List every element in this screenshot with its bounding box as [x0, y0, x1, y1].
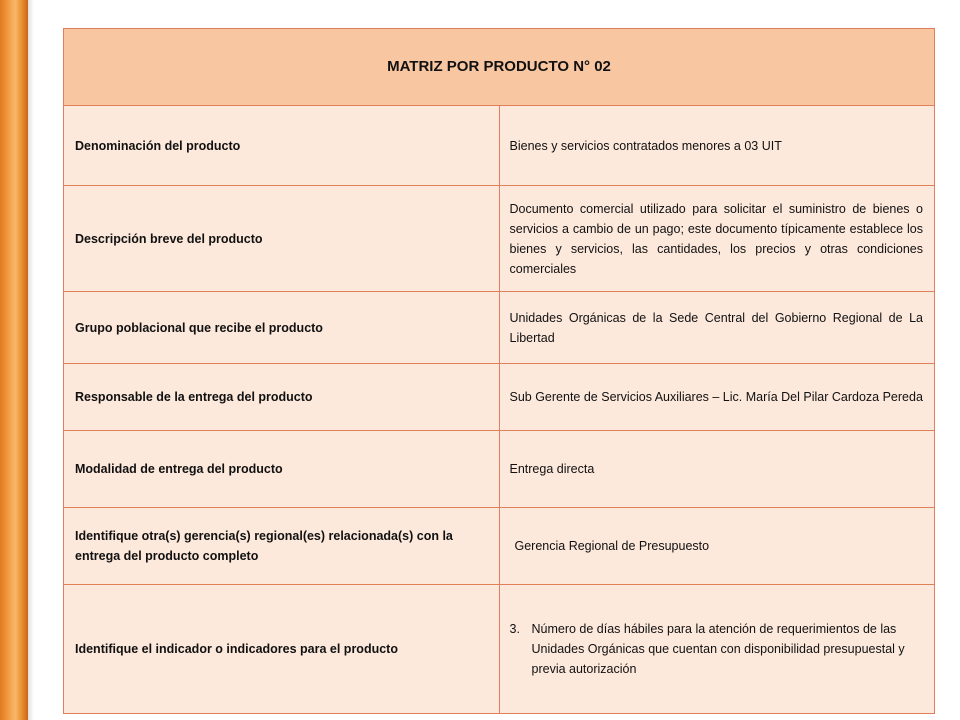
row-label-population: Grupo poblacional que recibe el producto	[64, 292, 500, 364]
table-row	[64, 106, 935, 186]
row-value-population: Unidades Orgánicas de la Sede Central del Gobierno Regional de La Libertad	[499, 292, 935, 364]
indicator-list	[510, 619, 924, 679]
indicator-number: 3.	[509, 622, 520, 636]
table-title: MATRIZ POR PRODUCTO N° 02	[64, 29, 935, 106]
table-row	[64, 292, 935, 364]
row-value-related-offices: Gerencia Regional de Presupuesto	[499, 508, 935, 585]
row-label-responsible: Responsable de la entrega del producto	[64, 364, 500, 431]
decorative-side-bar	[0, 0, 28, 720]
row-label-related-offices: Identifique otra(s) gerencia(s) regional(es) relacionada(s) con la entrega del producto completo	[64, 508, 500, 585]
indicator-text: Número de días hábiles para la atención de requerimientos de las Unidades Orgánicas que cuentan con disponibilidad presupuestal y previa autorización	[531, 622, 905, 676]
table-row	[64, 186, 935, 292]
list-item	[510, 619, 924, 679]
row-label-product-name: Denominación del producto	[64, 106, 500, 186]
row-value-indicators	[499, 585, 935, 714]
row-value-responsible: Sub Gerente de Servicios Auxiliares – Lic. María Del Pilar Cardoza Pereda	[499, 364, 935, 431]
row-value-delivery-mode: Entrega directa	[499, 431, 935, 508]
side-bar-shadow	[28, 0, 34, 720]
row-label-delivery-mode: Modalidad de entrega del producto	[64, 431, 500, 508]
table-row	[64, 508, 935, 585]
product-matrix-table	[63, 28, 935, 714]
row-label-description: Descripción breve del producto	[64, 186, 500, 292]
row-label-indicators: Identifique el indicador o indicadores para el producto	[64, 585, 500, 714]
table-row	[64, 585, 935, 714]
row-value-product-name: Bienes y servicios contratados menores a 03 UIT	[499, 106, 935, 186]
table-row	[64, 364, 935, 431]
row-value-description: Documento comercial utilizado para solicitar el suministro de bienes o servicios a cambio de un pago; este documento típicamente establece los bienes y servicios, las cantidades, los precios y otras condiciones comerciales	[499, 186, 935, 292]
table-title-row	[64, 29, 935, 106]
table-row	[64, 431, 935, 508]
